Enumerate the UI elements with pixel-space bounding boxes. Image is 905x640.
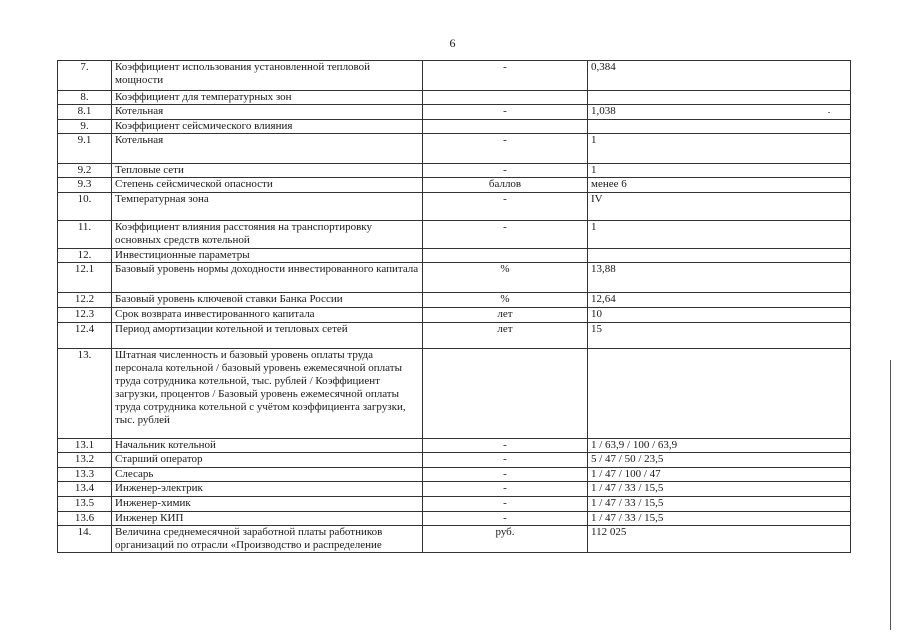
- table-row: [58, 164, 851, 178]
- row-number: 12.: [58, 249, 112, 263]
- table-row: [58, 308, 851, 323]
- row-parameter: Величина среднемесячной заработной платы работников организаций по отрасли «Производство и распределение: [112, 526, 423, 553]
- row-parameter: Температурная зона: [112, 193, 423, 221]
- table-row: [58, 193, 851, 221]
- row-value: 0,384: [588, 61, 851, 91]
- row-unit: лет: [423, 323, 588, 349]
- row-value: 12,64: [588, 293, 851, 308]
- table-row: [58, 105, 851, 120]
- row-parameter: Инженер-электрик: [112, 482, 423, 497]
- row-number: 12.4: [58, 323, 112, 349]
- row-unit: [423, 120, 588, 134]
- row-parameter: Старший оператор: [112, 453, 423, 468]
- row-unit: %: [423, 293, 588, 308]
- scan-edge-line: [890, 360, 891, 630]
- row-parameter: Срок возврата инвестированного капитала: [112, 308, 423, 323]
- row-parameter: Период амортизации котельной и тепловых сетей: [112, 323, 423, 349]
- row-value: [588, 91, 851, 105]
- row-parameter: Степень сейсмической опасности: [112, 178, 423, 193]
- table-row: [58, 349, 851, 439]
- row-value: 1 / 47 / 33 / 15,5: [588, 512, 851, 526]
- row-unit: -: [423, 439, 588, 453]
- row-unit: -: [423, 105, 588, 120]
- row-value: [588, 120, 851, 134]
- row-value: 1 / 63,9 / 100 / 63,9: [588, 439, 851, 453]
- row-unit: -: [423, 164, 588, 178]
- row-number: 8.1: [58, 105, 112, 120]
- row-number: 13.5: [58, 497, 112, 512]
- row-parameter: Котельная: [112, 134, 423, 164]
- row-unit: -: [423, 193, 588, 221]
- table-row: [58, 120, 851, 134]
- row-unit: -: [423, 482, 588, 497]
- table-row: [58, 91, 851, 105]
- row-value: 1: [588, 221, 851, 249]
- table-row: [58, 482, 851, 497]
- row-value: [588, 249, 851, 263]
- row-number: 8.: [58, 91, 112, 105]
- row-unit: баллов: [423, 178, 588, 193]
- row-unit: [423, 249, 588, 263]
- parameters-table: [57, 60, 851, 553]
- row-number: 9.1: [58, 134, 112, 164]
- row-parameter: Слесарь: [112, 468, 423, 482]
- row-value: 13,88: [588, 263, 851, 293]
- row-parameter: Коэффициент сейсмического влияния: [112, 120, 423, 134]
- row-unit: руб.: [423, 526, 588, 553]
- row-value: 1,038: [588, 105, 851, 120]
- row-parameter: Базовый уровень нормы доходности инвестированного капитала: [112, 263, 423, 293]
- row-parameter: Коэффициент для температурных зон: [112, 91, 423, 105]
- row-number: 12.1: [58, 263, 112, 293]
- table-row: [58, 512, 851, 526]
- table-row: [58, 249, 851, 263]
- row-value: IV: [588, 193, 851, 221]
- row-value: 1: [588, 164, 851, 178]
- row-number: 12.2: [58, 293, 112, 308]
- table-row: [58, 134, 851, 164]
- table-row: [58, 323, 851, 349]
- table-row: [58, 468, 851, 482]
- scan-speck: [828, 112, 830, 113]
- row-value: 1: [588, 134, 851, 164]
- row-number: 9.2: [58, 164, 112, 178]
- row-unit: лет: [423, 308, 588, 323]
- row-unit: -: [423, 61, 588, 91]
- page-number: 6: [449, 36, 456, 50]
- table-row: [58, 497, 851, 512]
- table-row: [58, 439, 851, 453]
- row-number: 13.3: [58, 468, 112, 482]
- row-number: 9.: [58, 120, 112, 134]
- row-unit: %: [423, 263, 588, 293]
- row-parameter: Базовый уровень ключевой ставки Банка России: [112, 293, 423, 308]
- row-unit: -: [423, 468, 588, 482]
- row-parameter: Инженер-химик: [112, 497, 423, 512]
- row-unit: -: [423, 221, 588, 249]
- row-parameter: Тепловые сети: [112, 164, 423, 178]
- row-number: 11.: [58, 221, 112, 249]
- table-row: [58, 293, 851, 308]
- table-row: [58, 221, 851, 249]
- row-number: 9.3: [58, 178, 112, 193]
- row-value: 1 / 47 / 100 / 47: [588, 468, 851, 482]
- table-row: [58, 178, 851, 193]
- row-value: 5 / 47 / 50 / 23,5: [588, 453, 851, 468]
- row-number: 13.6: [58, 512, 112, 526]
- row-parameter: Коэффициент использования установленной тепловой мощности: [112, 61, 423, 91]
- row-value: менее 6: [588, 178, 851, 193]
- row-unit: -: [423, 512, 588, 526]
- row-number: 10.: [58, 193, 112, 221]
- row-number: 14.: [58, 526, 112, 553]
- row-unit: -: [423, 497, 588, 512]
- row-value: 1 / 47 / 33 / 15,5: [588, 482, 851, 497]
- row-unit: -: [423, 134, 588, 164]
- row-unit: -: [423, 453, 588, 468]
- row-number: 13.1: [58, 439, 112, 453]
- row-number: 13.4: [58, 482, 112, 497]
- row-parameter: Котельная: [112, 105, 423, 120]
- row-parameter: Штатная численность и базовый уровень оплаты труда персонала котельной / базовый уровень ежемесячной оплаты труда сотрудника котельной, тыс. рублей / Коэффициент загрузки, процентов / Базовый уровень ежемесячной оплаты труда сотрудника котельной с учётом коэффициента загрузки, тыс. рублей: [112, 349, 423, 439]
- row-number: 7.: [58, 61, 112, 91]
- row-number: 12.3: [58, 308, 112, 323]
- row-value: 10: [588, 308, 851, 323]
- table-row: [58, 263, 851, 293]
- row-value: 1 / 47 / 33 / 15,5: [588, 497, 851, 512]
- table-row: [58, 61, 851, 91]
- row-number: 13.: [58, 349, 112, 439]
- row-parameter: Инвестиционные параметры: [112, 249, 423, 263]
- row-number: 13.2: [58, 453, 112, 468]
- row-parameter: Инженер КИП: [112, 512, 423, 526]
- row-unit: [423, 91, 588, 105]
- row-unit: [423, 349, 588, 439]
- row-value: [588, 349, 851, 439]
- table-row: [58, 526, 851, 553]
- row-value: 15: [588, 323, 851, 349]
- row-parameter: Коэффициент влияния расстояния на транспортировку основных средств котельной: [112, 221, 423, 249]
- table-row: [58, 453, 851, 468]
- row-parameter: Начальник котельной: [112, 439, 423, 453]
- row-value: 112 025: [588, 526, 851, 553]
